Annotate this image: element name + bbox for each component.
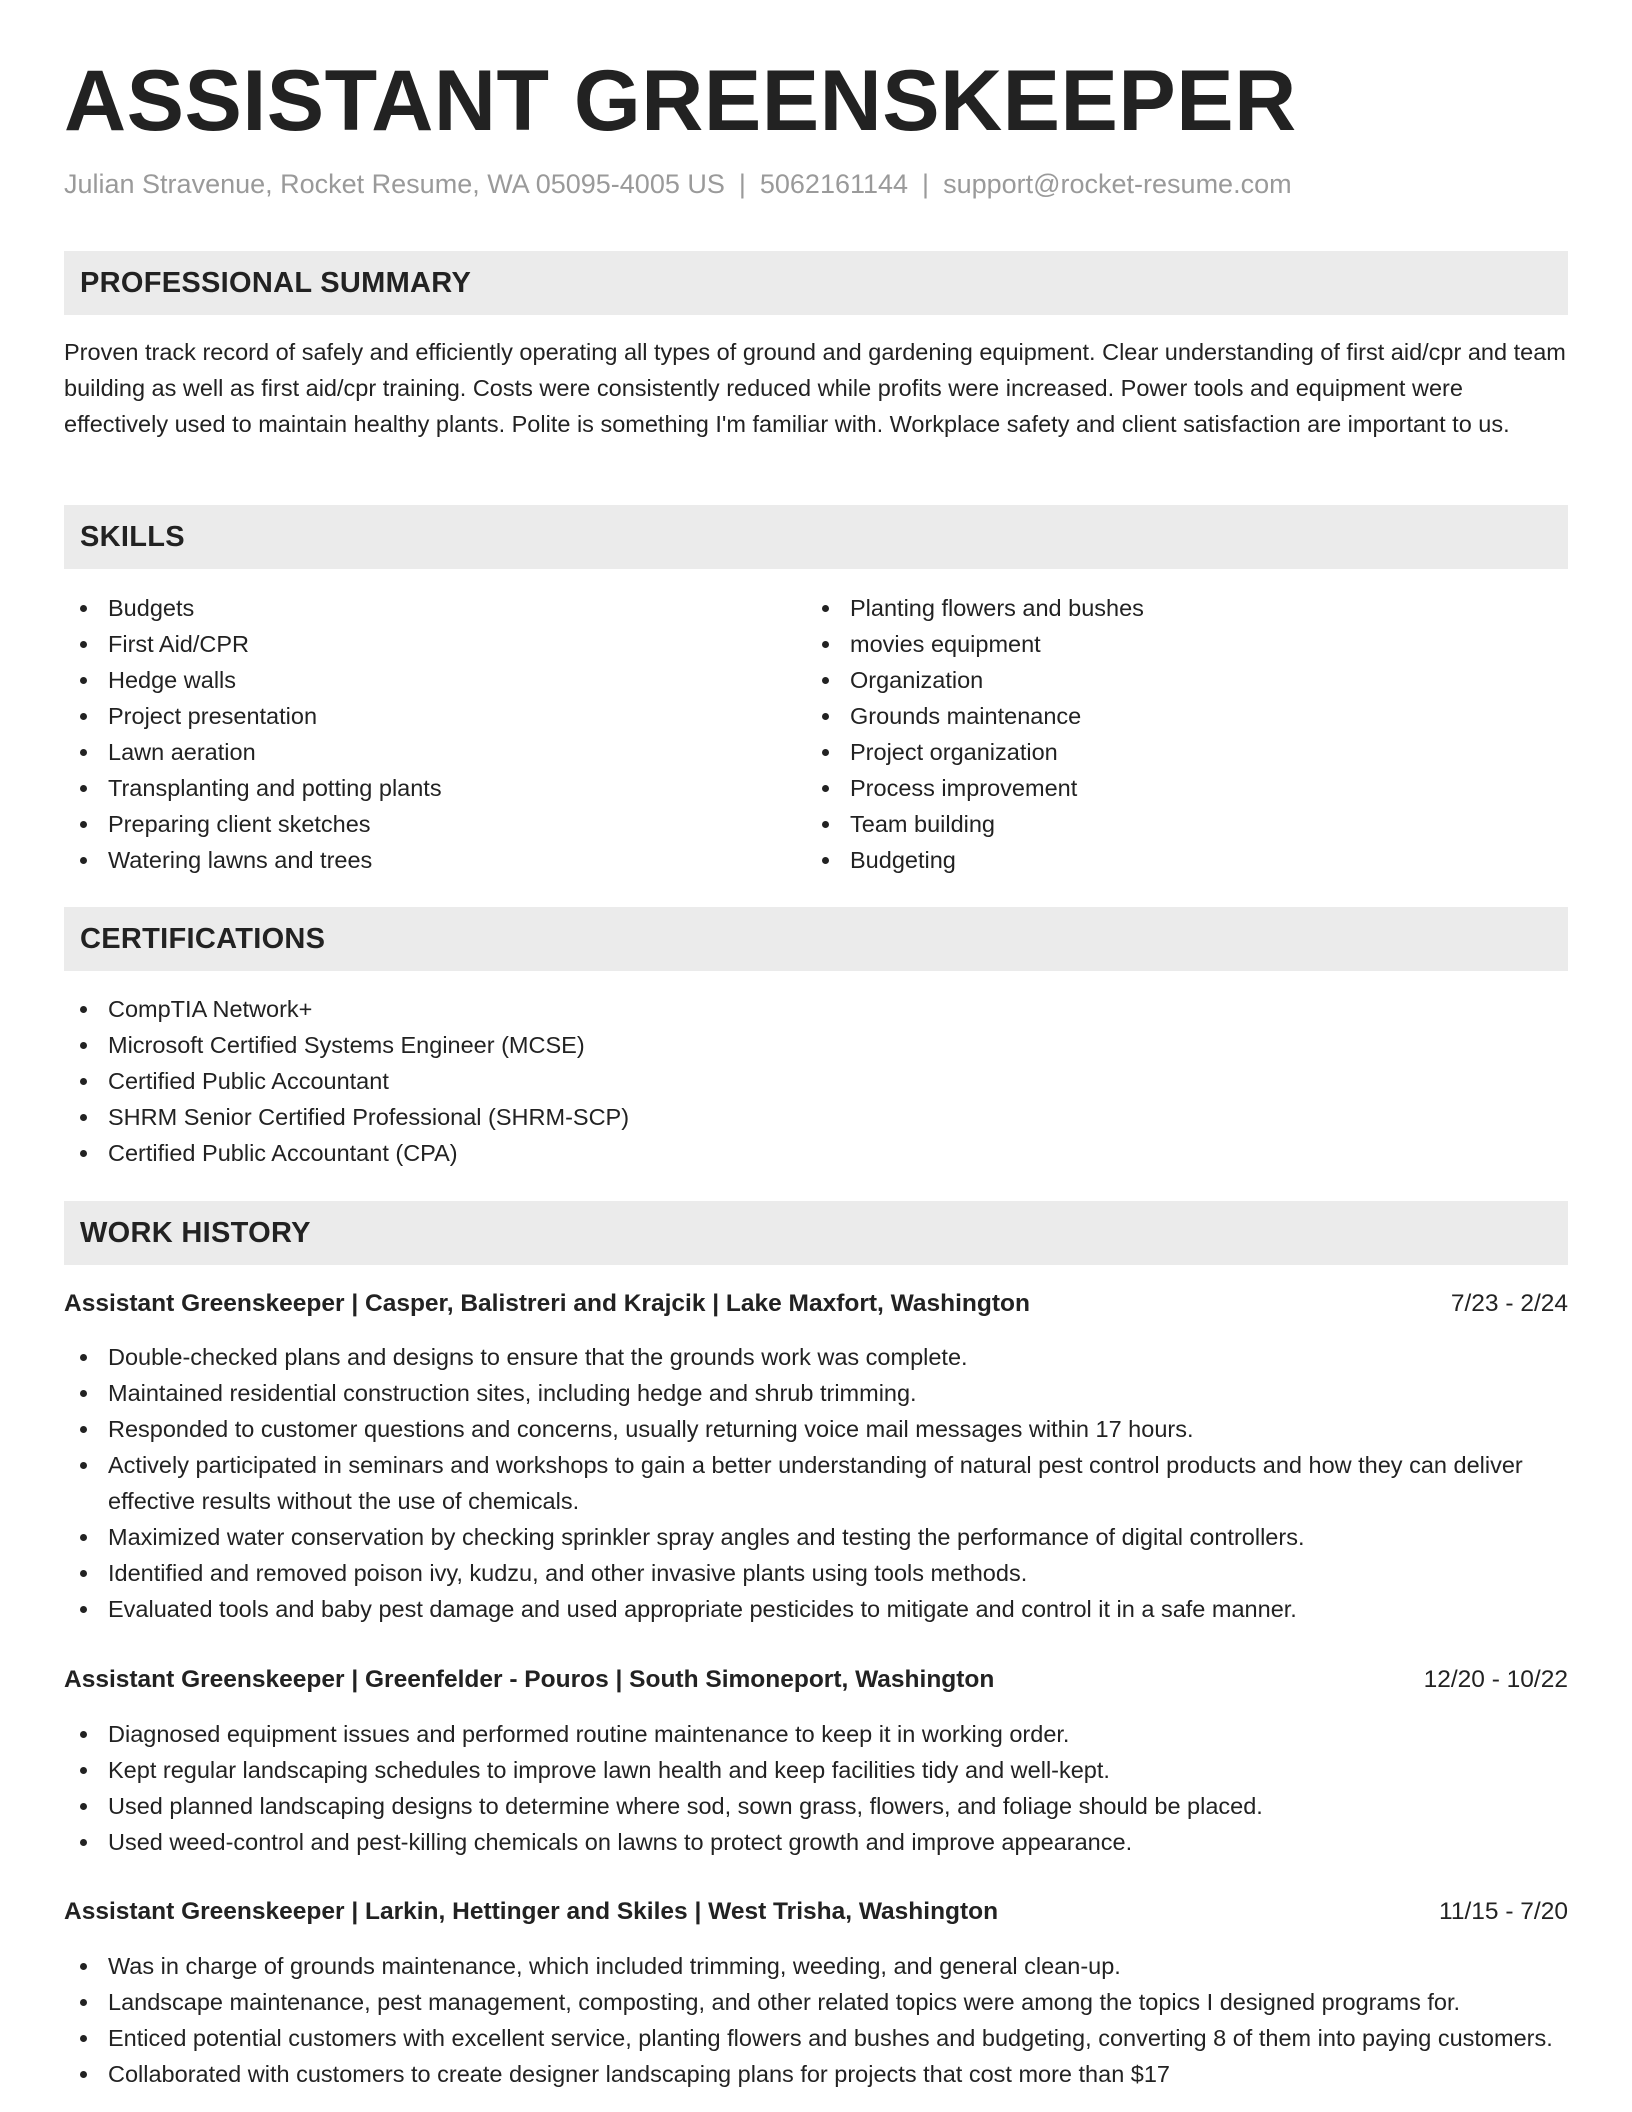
- job-bullet: Identified and removed poison ivy, kudzu, and other invasive plants using tools methods.: [64, 1555, 1568, 1591]
- skill-item: Budgeting: [806, 842, 1546, 878]
- job-title: Assistant Greenskeeper | Larkin, Hettinger and Skiles | West Trisha, Washington: [64, 1898, 999, 1925]
- job-dates: 12/20 - 10/22: [1423, 1666, 1568, 1693]
- skill-item: Transplanting and potting plants: [64, 770, 804, 806]
- job-bullet: Used weed-control and pest-killing chemicals on lawns to protect growth and improve appearance.: [64, 1824, 1568, 1860]
- skill-item: Organization: [806, 662, 1546, 698]
- job-bullet: Diagnosed equipment issues and performed routine maintenance to keep it in working order.: [64, 1716, 1568, 1752]
- certifications-heading: CERTIFICATIONS: [80, 922, 326, 955]
- work-history-section-header: [64, 1201, 1568, 1265]
- summary-section-header: [64, 251, 1568, 315]
- skill-item: Budgets: [64, 590, 804, 626]
- summary-text: Proven track record of safely and efficiently operating all types of ground and gardening equipment. Clear understanding of first aid/cpr and team building as well as first aid/cpr training. Costs were consistently reduced while profits were increased. Power tools and equipment were effectively used to maintain healthy plants. Polite is something I'm familiar with. Workplace safety and client satisfaction are important to us.: [64, 339, 1566, 437]
- skill-item: Planting flowers and bushes: [806, 590, 1546, 626]
- skill-item: Process improvement: [806, 770, 1546, 806]
- job-bullet-list: [64, 1948, 1568, 2092]
- job-bullet: Kept regular landscaping schedules to improve lawn health and keep facilities tidy and well-kept.: [64, 1752, 1568, 1788]
- job-header: [64, 1286, 1568, 1322]
- job-bullet: Was in charge of grounds maintenance, which included trimming, weeding, and general clean-up.: [64, 1948, 1568, 1984]
- certifications-section-header: [64, 907, 1568, 971]
- skill-item: First Aid/CPR: [64, 626, 804, 662]
- job-bullet: Landscape maintenance, pest management, composting, and other related topics were among the topics I designed programs for.: [64, 1984, 1568, 2020]
- contact-line: [64, 168, 1292, 200]
- contact-separator: |: [922, 169, 930, 199]
- job-dates: 11/15 - 7/20: [1439, 1898, 1568, 1925]
- certification-item: SHRM Senior Certified Professional (SHRM-SCP): [64, 1099, 1568, 1135]
- contact-phone: 5062161144: [759, 169, 909, 199]
- skill-item: Grounds maintenance: [806, 698, 1546, 734]
- certification-item: Certified Public Accountant: [64, 1063, 1568, 1099]
- skills-section-header: [64, 505, 1568, 569]
- skill-item: Lawn aeration: [64, 734, 804, 770]
- contact-email: support@rocket-resume.com: [943, 169, 1292, 199]
- contact-address: Julian Stravenue, Rocket Resume, WA 05095-4005 US: [64, 169, 725, 199]
- skills-list-left: [64, 590, 804, 878]
- certification-item: CompTIA Network+: [64, 991, 1568, 1027]
- job-dates: 7/23 - 2/24: [1450, 1290, 1568, 1317]
- job-bullet: Responded to customer questions and concerns, usually returning voice mail messages within 17 hours.: [64, 1411, 1568, 1447]
- skills-heading: SKILLS: [80, 520, 185, 553]
- job-bullet: Used planned landscaping designs to determine where sod, sown grass, flowers, and foliage should be placed.: [64, 1788, 1568, 1824]
- job-bullet-list: [64, 1716, 1568, 1860]
- skill-item: Preparing client sketches: [64, 806, 804, 842]
- summary-heading: PROFESSIONAL SUMMARY: [80, 266, 472, 299]
- job-bullet-list: [64, 1339, 1568, 1627]
- certification-item: Microsoft Certified Systems Engineer (MCSE): [64, 1027, 1568, 1063]
- job-header: [64, 1662, 1568, 1698]
- skills-list-right: [806, 590, 1546, 878]
- contact-separator: |: [738, 169, 746, 199]
- skill-item: Hedge walls: [64, 662, 804, 698]
- skill-item: Project organization: [806, 734, 1546, 770]
- job-bullet: Double-checked plans and designs to ensure that the grounds work was complete.: [64, 1339, 1568, 1375]
- skill-item: Team building: [806, 806, 1546, 842]
- job-bullet: Actively participated in seminars and workshops to gain a better understanding of natural pest control products and how they can deliver effective results without the use of chemicals.: [64, 1447, 1568, 1519]
- job-bullet: Evaluated tools and baby pest damage and used appropriate pesticides to mitigate and control it in a safe manner.: [64, 1591, 1568, 1627]
- certifications-list: [64, 991, 1568, 1171]
- skill-item: Watering lawns and trees: [64, 842, 804, 878]
- job-title: Assistant Greenskeeper | Casper, Balistreri and Krajcik | Lake Maxfort, Washington: [64, 1290, 1030, 1317]
- job-bullet: Enticed potential customers with excellent service, planting flowers and bushes and budgeting, converting 8 of them into paying customers.: [64, 2020, 1568, 2056]
- job-bullet: Collaborated with customers to create designer landscaping plans for projects that cost more than $17: [64, 2056, 1568, 2092]
- skill-item: movies equipment: [806, 626, 1546, 662]
- certification-item: Certified Public Accountant (CPA): [64, 1135, 1568, 1171]
- job-bullet: Maximized water conservation by checking sprinkler spray angles and testing the performance of digital controllers.: [64, 1519, 1568, 1555]
- resume-title: ASSISTANT GREENSKEEPER: [64, 53, 1297, 149]
- job-bullet: Maintained residential construction sites, including hedge and shrub trimming.: [64, 1375, 1568, 1411]
- skill-item: Project presentation: [64, 698, 804, 734]
- work-history-heading: WORK HISTORY: [80, 1216, 311, 1249]
- job-header: [64, 1894, 1568, 1930]
- job-title: Assistant Greenskeeper | Greenfelder - Pouros | South Simoneport, Washington: [64, 1666, 995, 1693]
